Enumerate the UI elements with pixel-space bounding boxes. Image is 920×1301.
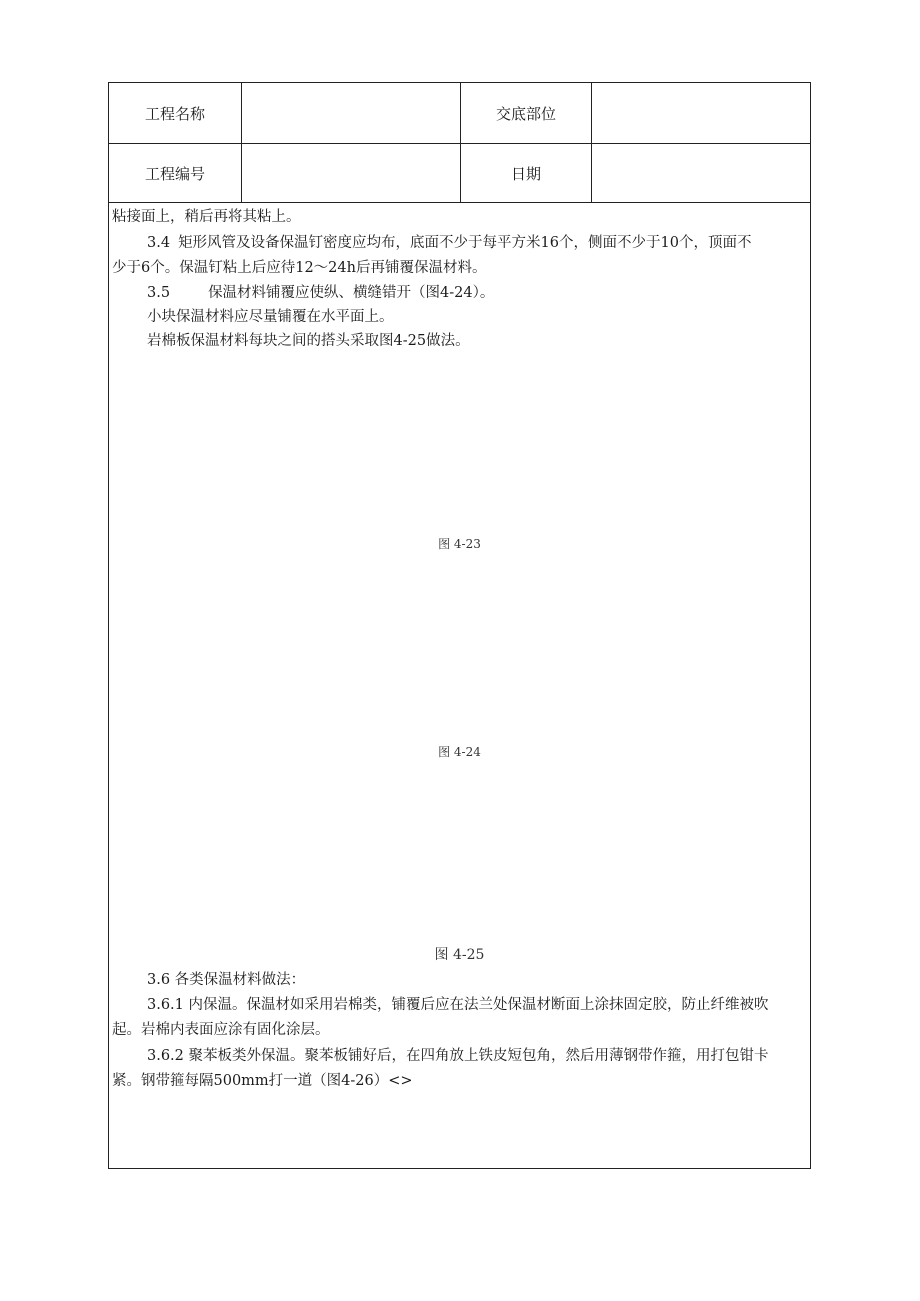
date-value [592, 144, 810, 202]
project-no-value [242, 144, 461, 202]
paragraph-number: 3.4 [147, 235, 171, 251]
figure-caption-4-23: 图 4-23 [438, 537, 481, 551]
project-name-value [242, 83, 461, 143]
date-label: 日期 [461, 144, 592, 202]
header-row-1 [109, 83, 810, 144]
paragraph-3-6: 3.6 各类保温材料做法： [147, 972, 306, 988]
paragraph-3-6-2: 3.6.2 聚苯板类外保温。聚苯板铺好后，在四角放上铁皮短包角，然后用薄钢带作箍，用打包钳卡 [147, 1048, 769, 1064]
handover-part-label: 交底部位 [461, 83, 592, 143]
figure-caption-4-24: 图 4-24 [438, 745, 481, 759]
content-line: 少于6个。保温钉粘上后应待12～24h后再铺覆保温材料。 [112, 260, 487, 276]
content-line: 岩棉板保温材料每块之间的搭头采取图4-25做法。 [147, 333, 470, 349]
handover-part-value [592, 83, 810, 143]
content-line: 紧。钢带箍每隔500mm打一道（图4-26）<> [112, 1073, 413, 1089]
paragraph-text: 保温材料铺覆应使纵、横缝错开（图4-24）。 [208, 285, 495, 301]
paragraph-3-6-1: 3.6.1 内保温。保温材如采用岩棉类，铺覆后应在法兰处保温材断面上涂抹固定胶，防止纤维被吹 [147, 997, 769, 1013]
content-line: 粘接面上，稍后再将其粘上。 [112, 209, 301, 225]
header-row-2 [109, 144, 810, 203]
paragraph-3-4 [147, 231, 751, 255]
project-no-label: 工程编号 [109, 144, 242, 202]
project-name-label: 工程名称 [109, 83, 242, 143]
figure-caption-4-25: 图 4-25 [434, 947, 485, 963]
paragraph-number: 3.5 [147, 285, 171, 301]
content-line: 小块保温材料应尽量铺覆在水平面上。 [147, 309, 394, 325]
handover-form [108, 82, 811, 1169]
paragraph-3-5 [147, 281, 494, 305]
content-line: 起。岩棉内表面应涂有固化涂层。 [112, 1022, 330, 1038]
paragraph-text: 矩形风管及设备保温钉密度应均布，底面不少于每平方米16个，侧面不少于10个，顶面不 [178, 235, 752, 251]
